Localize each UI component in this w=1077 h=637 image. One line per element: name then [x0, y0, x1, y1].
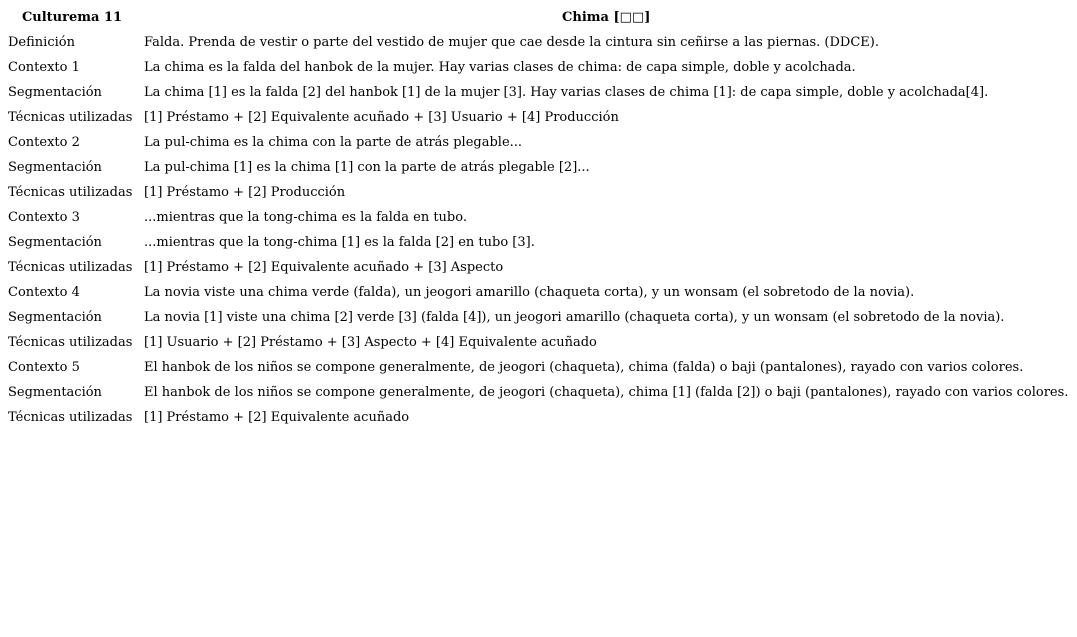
- row-text: [1] Préstamo + [2] Equivalente acuñado: [144, 410, 410, 425]
- row-label: Contexto 4: [8, 285, 80, 300]
- row-label: Técnicas utilizadas: [8, 410, 133, 425]
- row-label: Segmentación: [8, 385, 102, 400]
- row-label: Contexto 1: [8, 60, 80, 75]
- table-row: [4, 55, 1072, 80]
- row-label: Técnicas utilizadas: [8, 335, 133, 350]
- row-text: [1] Usuario + [2] Préstamo + [3] Aspecto + [4] Equivalente acuñado: [144, 335, 597, 350]
- row-label: Contexto 2: [8, 135, 80, 150]
- row-label: Segmentación: [8, 310, 102, 325]
- row-label: Contexto 5: [8, 360, 80, 375]
- row-text: [1] Préstamo + [2] Equivalente acuñado + [3] Aspecto: [144, 260, 504, 275]
- culturema-term: Chima [□□]: [562, 10, 651, 25]
- table-row: [4, 180, 1072, 205]
- table-row: [4, 255, 1072, 280]
- row-label: Definición: [8, 35, 75, 50]
- row-label: Técnicas utilizadas: [8, 110, 133, 125]
- culturema-table: [4, 5, 1072, 430]
- row-label: Técnicas utilizadas: [8, 260, 133, 275]
- row-text: La novia viste una chima verde (falda), un jeogori amarillo (chaqueta corta), y un wonsam (el sobretodo de la novia).: [144, 285, 915, 300]
- row-label: Contexto 3: [8, 210, 80, 225]
- table-row: [4, 305, 1072, 330]
- table-row: [4, 330, 1072, 355]
- row-text: El hanbok de los niños se compone generalmente, de jeogori (chaqueta), chima (falda) o baji (pantalones), rayado con varios colores.: [144, 360, 1024, 375]
- table-body: [4, 30, 1072, 430]
- table-row: [4, 105, 1072, 130]
- table-row: [4, 355, 1072, 380]
- table-row: [4, 205, 1072, 230]
- row-text: La pul-chima [1] es la chima [1] con la parte de atrás plegable [2]...: [144, 160, 590, 175]
- table-row: [4, 380, 1072, 405]
- row-text: [1] Préstamo + [2] Equivalente acuñado + [3] Usuario + [4] Producción: [144, 110, 619, 125]
- row-label: Técnicas utilizadas: [8, 185, 133, 200]
- row-label: Segmentación: [8, 235, 102, 250]
- row-text: El hanbok de los niños se compone generalmente, de jeogori (chaqueta), chima [1] (falda [2]) o baji (pantalones), rayado con varios colores.: [144, 385, 1069, 400]
- table-row: [4, 80, 1072, 105]
- culturema-number: Culturema 11: [21, 10, 123, 25]
- table-row: [4, 230, 1072, 255]
- table-row: [4, 280, 1072, 305]
- table-row: [4, 130, 1072, 155]
- row-text: La chima es la falda del hanbok de la mujer. Hay varias clases de chima: de capa simple, doble y acolchada.: [144, 60, 856, 75]
- row-text: ...mientras que la tong-chima [1] es la falda [2] en tubo [3].: [144, 235, 535, 250]
- table-row: [4, 155, 1072, 180]
- row-text: [1] Préstamo + [2] Producción: [144, 185, 346, 200]
- table-row: [4, 405, 1072, 430]
- row-label: Segmentación: [8, 85, 102, 100]
- row-text: ...mientras que la tong-chima es la falda en tubo.: [144, 210, 467, 225]
- table-row: [4, 30, 1072, 55]
- row-text: La chima [1] es la falda [2] del hanbok [1] de la mujer [3]. Hay varias clases de chima [1]: de capa simple, doble y acolchada[4].: [144, 85, 989, 100]
- row-label: Segmentación: [8, 160, 102, 175]
- row-text: La pul-chima es la chima con la parte de atrás plegable...: [144, 135, 523, 150]
- row-text: Falda. Prenda de vestir o parte del vestido de mujer que cae desde la cintura sin ceñirse a las piernas. (DDCE).: [144, 35, 879, 50]
- table-header-row: [4, 5, 1072, 30]
- row-text: La novia [1] viste una chima [2] verde [3] (falda [4]), un jeogori amarillo (chaqueta corta), y un wonsam (el sobretodo de la novia).: [144, 310, 1005, 325]
